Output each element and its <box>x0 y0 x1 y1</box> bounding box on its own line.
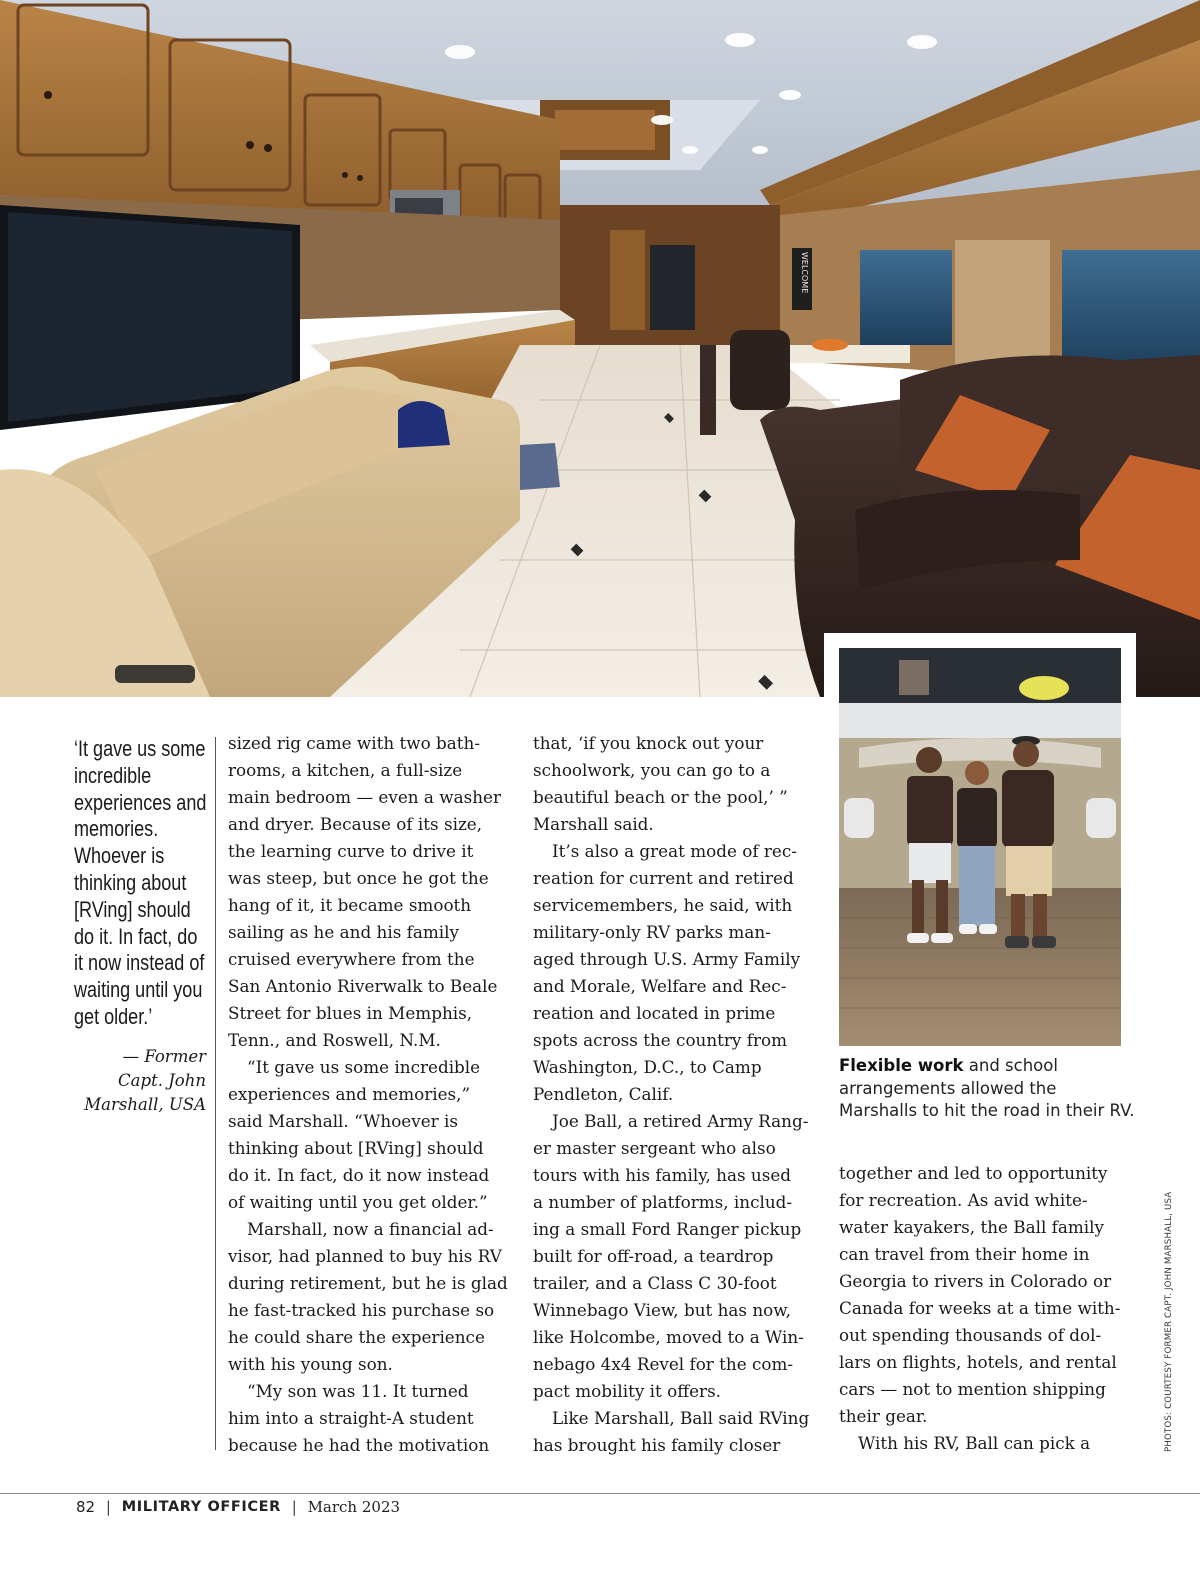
text-line: their gear. <box>839 1406 928 1426</box>
text-line: Like Marshall, Ball said RVing <box>552 1408 810 1428</box>
text-line: visor, had planned to buy his RV <box>228 1246 502 1266</box>
text-line: with his young son. <box>228 1354 393 1374</box>
text-line: main bedroom — even a washer <box>228 787 501 807</box>
text-line: servicemembers, he said, with <box>533 895 793 915</box>
text-line: he fast-tracked his purchase so <box>228 1300 495 1320</box>
text-line: and Morale, Welfare and Rec- <box>533 976 787 996</box>
text-line: that, ‘if you knock out your <box>533 733 764 753</box>
text-line: ing a small Ford Ranger pickup <box>533 1219 802 1239</box>
text-line: and dryer. Because of its size, <box>228 814 483 834</box>
text-line: military-only RV parks man- <box>533 922 771 942</box>
text-line: during retirement, but he is glad <box>228 1273 508 1293</box>
article-column-2 <box>533 730 809 1459</box>
text-line: Canada for weeks at a time with- <box>839 1298 1121 1318</box>
text-line: of waiting until you get older.” <box>228 1192 488 1212</box>
footer-separator: | <box>291 1498 297 1516</box>
text-line: reation for current and retired <box>533 868 794 888</box>
text-line: Marshall said. <box>533 814 654 834</box>
text-line: said Marshall. “Whoever is <box>228 1111 458 1131</box>
text-line: reation and located in prime <box>533 1003 776 1023</box>
pull-quote-attribution: — Former Capt. John Marshall, USA <box>84 1046 206 1114</box>
text-line: rooms, a kitchen, a full-size <box>228 760 463 780</box>
text-line: sized rig came with two bath- <box>228 733 481 753</box>
text-line: out spending thousands of dol- <box>839 1325 1102 1345</box>
caption-text: and school arrangements allowed the Marshalls to hit the road in their RV. <box>839 1056 1135 1120</box>
issue-date: March 2023 <box>307 1498 401 1516</box>
text-line: was steep, but once he got the <box>228 868 489 888</box>
family-rv-photo <box>839 648 1121 1046</box>
text-line: Pendleton, Calif. <box>533 1084 674 1104</box>
text-line: Street for blues in Memphis, <box>228 1003 473 1023</box>
page-number: 82 <box>76 1498 96 1516</box>
text-line: tours with his family, has used <box>533 1165 791 1185</box>
text-line: hang of it, it became smooth <box>228 895 472 915</box>
text-line: spots across the country from <box>533 1030 787 1050</box>
text-line: “It gave us some incredible <box>247 1057 481 1077</box>
text-line: trailer, and a Class C 30-foot <box>533 1273 777 1293</box>
text-line: lars on flights, hotels, and rental <box>839 1352 1117 1372</box>
text-line: like Holcombe, moved to a Win- <box>533 1327 804 1347</box>
text-line: can travel from their home in <box>839 1244 1090 1264</box>
text-line: Joe Ball, a retired Army Rang- <box>552 1111 809 1131</box>
text-line: the learning curve to drive it <box>228 841 474 861</box>
photo-credit: PHOTOS: COURTESY FORMER CAPT. JOHN MARSHALL, USA <box>1164 1191 1174 1452</box>
article-column-1 <box>228 730 508 1459</box>
article-column-3 <box>839 1160 1120 1457</box>
text-line: thinking about [RVing] should <box>228 1138 484 1158</box>
text-line: he could share the experience <box>228 1327 485 1347</box>
text-line: for recreation. As avid white- <box>839 1190 1088 1210</box>
text-line: a number of platforms, includ- <box>533 1192 793 1212</box>
text-line: cruised everywhere from the <box>228 949 475 969</box>
pull-quote-text: ‘It gave us some incredible experiences and memories. Whoever is thinking about [RVing] should do it. In fact, do it now instead of waiting until you get older.’ <box>74 736 207 1029</box>
text-line: “My son was 11. It turned <box>247 1381 469 1401</box>
pull-quote <box>74 736 214 1117</box>
caption-lead: Flexible work <box>839 1056 964 1075</box>
text-line: aged through U.S. Army Family <box>533 949 801 969</box>
text-line: built for off-road, a teardrop <box>533 1246 774 1266</box>
pull-quote-divider <box>215 737 216 1450</box>
text-line: him into a straight-A student <box>228 1408 474 1428</box>
text-line: sailing as he and his family <box>228 922 459 942</box>
footer-rule <box>0 1493 1200 1494</box>
text-line: Winnebago View, but has now, <box>533 1300 791 1320</box>
photo-caption <box>839 1055 1139 1123</box>
text-line: has brought his family closer <box>533 1435 781 1455</box>
text-line: together and led to opportunity <box>839 1163 1108 1183</box>
text-line: schoolwork, you can go to a <box>533 760 771 780</box>
text-line: water kayakers, the Ball family <box>839 1217 1105 1237</box>
text-line: beautiful beach or the pool,’ ” <box>533 787 788 807</box>
text-line: do it. In fact, do it now instead <box>228 1165 490 1185</box>
text-line: because he had the motivation <box>228 1435 490 1455</box>
text-line: pact mobility it offers. <box>533 1381 722 1401</box>
page-footer <box>76 1497 400 1516</box>
text-line: Tenn., and Roswell, N.M. <box>228 1030 441 1050</box>
text-line: Washington, D.C., to Camp <box>533 1057 762 1077</box>
text-line: With his RV, Ball can pick a <box>858 1433 1091 1453</box>
text-line: Marshall, now a financial ad- <box>247 1219 494 1239</box>
text-line: er master sergeant who also <box>533 1138 776 1158</box>
text-line: experiences and memories,” <box>228 1084 471 1104</box>
text-line: Georgia to rivers in Colorado or <box>839 1271 1112 1291</box>
magazine-name: MILITARY OFFICER <box>121 1499 281 1515</box>
welcome-sign: WELCOME <box>800 252 809 294</box>
text-line: cars — not to mention shipping <box>839 1379 1106 1399</box>
text-line: nebago 4x4 Revel for the com- <box>533 1354 794 1374</box>
footer-separator: | <box>105 1498 111 1516</box>
text-line: San Antonio Riverwalk to Beale <box>228 976 498 996</box>
rv-interior-photo <box>0 0 1200 697</box>
text-line: It’s also a great mode of rec- <box>552 841 797 861</box>
